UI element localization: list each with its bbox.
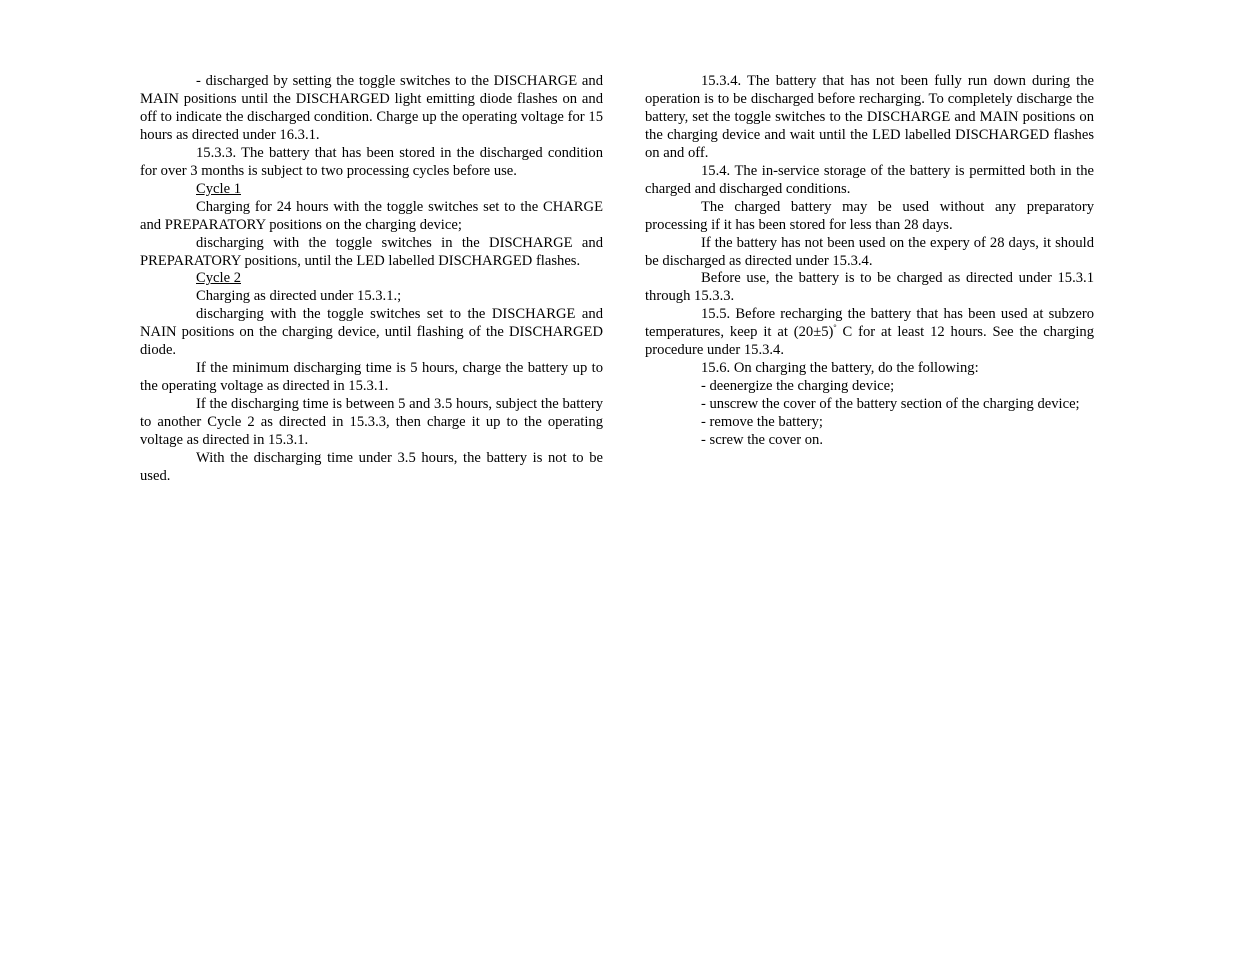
paragraph-charged-battery-use: The charged battery may be used without any preparatory processing if it has been stored for less than 28 days.	[645, 198, 1094, 233]
paragraph-cycle2-charging: Charging as directed under 15.3.1.;	[196, 288, 402, 305]
cycle-1-heading-text: Cycle 1	[196, 180, 241, 197]
degree-superscript: °	[833, 323, 837, 333]
paragraph-discharge-time-under: With the discharging time under 3.5 hours, the battery is not to be used.	[140, 450, 603, 484]
paragraph-cycle2-discharging: discharging with the toggle switches set to the DISCHARGE and NAIN positions on the charging device, until flashing of the DISCHARGED diode.	[140, 306, 603, 359]
paragraph-15-5-part-2: C for at least 12 hours. See the charging procedure under 15.3.4.	[645, 324, 1094, 359]
left-column	[140, 73, 603, 486]
paragraph-15-3-3: 15.3.3. The battery that has been stored in the discharged condition for over 3 months is subject to two processing cycles before use.	[140, 144, 603, 179]
paragraph-15-3-4: 15.3.4. The battery that has not been fully run down during the operation is to be discharged before recharging. To completely discharge the battery, set the toggle switches to the DISCHARGE and MAIN positions on the charging device and wait until the LED labelled DISCHARGED flashes on and off.	[645, 73, 1094, 161]
paragraph-cycle1-charging: Charging for 24 hours with the toggle switches set to the CHARGE and PREPARATORY positions on the charging device;	[140, 198, 603, 233]
list-item-unscrew-cover: - unscrew the cover of the battery section of the charging device;	[701, 396, 1080, 413]
paragraph-15-5-part-1: 15.5. Before recharging the battery that has been used at subzero temperatures, keep it at (20±5)	[645, 306, 1094, 341]
list-item-remove-battery: - remove the battery;	[701, 414, 823, 431]
cycle-1-heading	[140, 181, 603, 199]
paragraph-cycle1-discharging: discharging with the toggle switches in the DISCHARGE and PREPARATORY positions, until the LED labelled DISCHARGED flashes.	[140, 234, 603, 269]
paragraph-discharge-setting: - discharged by setting the toggle switches to the DISCHARGE and MAIN positions until the DISCHARGED light emitting diode flashes on and off to indicate the discharged condition. Charge up the operating voltage for 15 hours as directed under 16.3.1.	[140, 73, 603, 143]
paragraph-28-days: If the battery has not been used on the expery of 28 days, it should be discharged as directed under 15.3.4.	[645, 234, 1094, 269]
list-item-screw-cover: - screw the cover on.	[701, 432, 823, 449]
paragraph-15-5	[645, 306, 1094, 360]
paragraph-min-discharge-time: If the minimum discharging time is 5 hours, charge the battery up to the operating voltage as directed in 15.3.1.	[140, 360, 603, 395]
paragraph-15-6: 15.6. On charging the battery, do the following:	[701, 360, 979, 377]
paragraph-15-4: 15.4. The in-service storage of the battery is permitted both in the charged and discharged conditions.	[645, 162, 1094, 197]
right-column	[645, 73, 1094, 450]
list-item-deenergize: - deenergize the charging device;	[701, 378, 895, 395]
paragraph-discharge-time-range: If the discharging time is between 5 and 3.5 hours, subject the battery to another Cycle 2 as directed in 15.3.3, then charge it up to the operating voltage as directed in 15.3.1.	[140, 396, 603, 449]
cycle-2-heading-text: Cycle 2	[196, 270, 241, 287]
paragraph-before-use: Before use, the battery is to be charged as directed under 15.3.1 through 15.3.3.	[645, 270, 1094, 305]
cycle-2-heading	[140, 270, 603, 288]
